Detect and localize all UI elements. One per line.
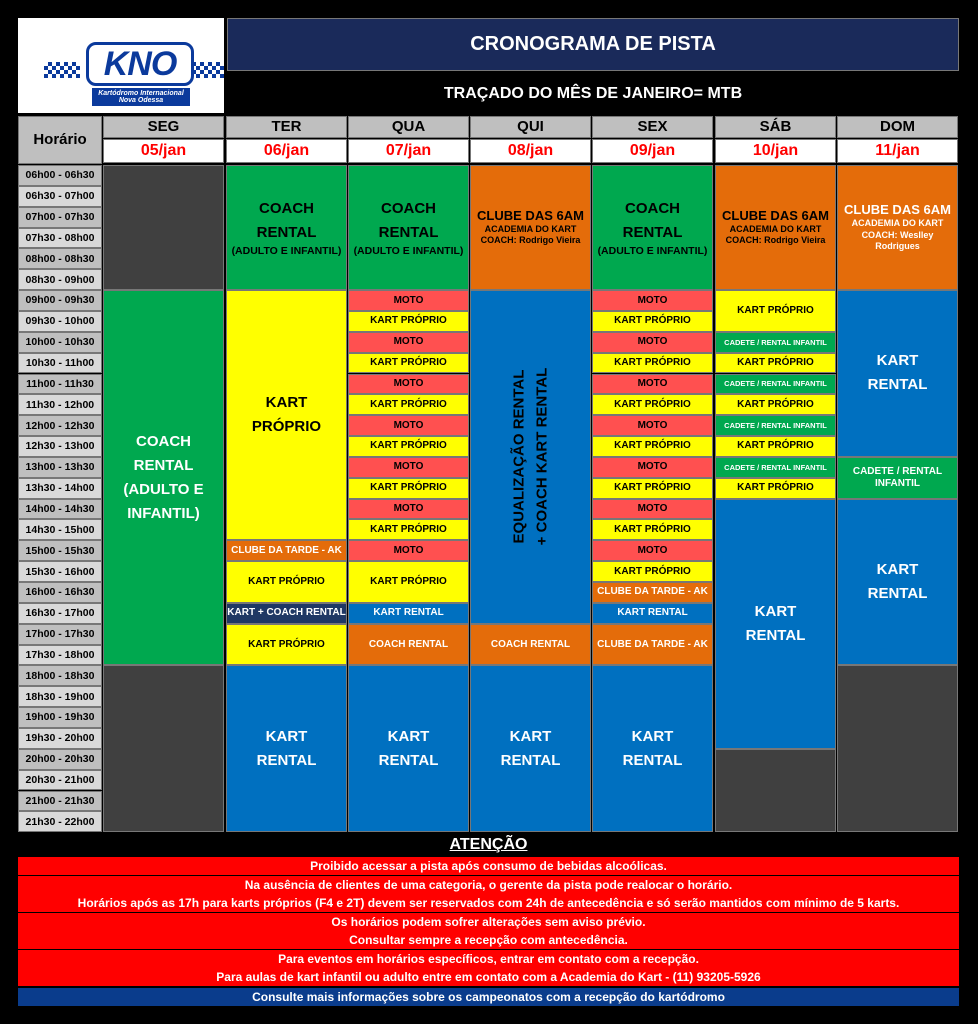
block-label: CADETE / RENTAL <box>852 465 943 477</box>
block-label: MOTO <box>393 544 424 556</box>
schedule-block <box>715 499 836 749</box>
block-label: KART <box>265 727 308 745</box>
time-slot: 10h00 - 10h30 <box>18 332 102 353</box>
day-date-5: 10/jan <box>715 139 836 163</box>
block-label: MOTO <box>393 461 424 473</box>
block-label: MOTO <box>393 503 424 515</box>
schedule-block <box>348 394 469 415</box>
footer-note: Consulte mais informações sobre os campeonatos com a recepção do kartódromo <box>18 988 959 1006</box>
logo-brand: KNO <box>86 42 194 86</box>
time-slot: 06h00 - 06h30 <box>18 165 102 186</box>
block-label: KART PRÓPRIO <box>614 398 691 410</box>
schedule-block <box>348 499 469 520</box>
block-label: KART PRÓPRIO <box>370 523 447 535</box>
block-label: KART PRÓPRIO <box>614 357 691 369</box>
schedule-block <box>592 311 713 332</box>
notice-line: Consultar sempre a recepção com antecedência. <box>18 931 959 949</box>
schedule-block <box>348 624 469 666</box>
schedule-block <box>592 478 713 499</box>
day-header-1: TER <box>226 116 347 138</box>
schedule-block <box>348 332 469 353</box>
block-label: KART PRÓPRIO <box>248 638 325 650</box>
block-sublabel: (ADULTO E INFANTIL) <box>597 244 708 257</box>
logo <box>18 18 224 113</box>
schedule-block <box>348 353 469 374</box>
time-slot: 13h00 - 13h30 <box>18 457 102 478</box>
block-label: COACH <box>259 199 314 217</box>
schedule-block <box>715 394 836 415</box>
schedule-block <box>103 165 224 290</box>
block-label: RENTAL <box>622 751 683 769</box>
block-label: KART PRÓPRIO <box>737 440 814 452</box>
schedule-block <box>715 457 836 478</box>
schedule-block <box>470 290 591 624</box>
time-slot: 12h00 - 12h30 <box>18 415 102 436</box>
schedule-block <box>837 665 958 832</box>
block-label: KART PRÓPRIO <box>614 565 691 577</box>
schedule-block <box>348 374 469 395</box>
time-slot: 14h30 - 15h00 <box>18 519 102 540</box>
block-label: KART RENTAL <box>373 607 444 619</box>
block-label: MOTO <box>637 377 668 389</box>
schedule-block <box>226 624 347 666</box>
schedule-block <box>470 165 591 290</box>
block-vertical-label <box>508 368 553 546</box>
block-label: KART PRÓPRIO <box>248 575 325 587</box>
time-slot: 21h30 - 22h00 <box>18 811 102 832</box>
schedule-block <box>348 519 469 540</box>
day-date-2: 07/jan <box>348 139 469 163</box>
checkered-flag-left-icon <box>44 62 80 78</box>
block-label: RENTAL <box>867 376 928 394</box>
schedule-block <box>837 457 958 499</box>
schedule-block <box>470 624 591 666</box>
block-label: (ADULTO E <box>123 480 204 498</box>
block-sublabel: ACADEMIA DO KART <box>729 223 822 234</box>
block-label: INFANTIL) <box>127 504 200 522</box>
schedule-block <box>226 665 347 832</box>
time-slot: 17h30 - 18h00 <box>18 645 102 666</box>
schedule-block <box>592 624 713 666</box>
block-sublabel: COACH: Rodrigo Vieira <box>725 235 826 246</box>
block-label: RENTAL <box>378 223 439 241</box>
block-sublabel: COACH: Weslley <box>861 229 934 240</box>
time-slot: 19h00 - 19h30 <box>18 707 102 728</box>
time-slot: 13h30 - 14h00 <box>18 478 102 499</box>
attention-title: ATENÇÃO <box>449 836 528 853</box>
block-label: KART PRÓPRIO <box>737 304 814 316</box>
day-header-0: SEG <box>103 116 224 138</box>
schedule-block <box>226 540 347 561</box>
schedule-block <box>348 540 469 561</box>
block-label: KART PRÓPRIO <box>737 357 814 369</box>
schedule-block <box>715 332 836 353</box>
block-label: COACH <box>381 199 436 217</box>
day-date-6: 11/jan <box>837 139 958 163</box>
schedule-block <box>592 561 713 582</box>
block-label: RENTAL <box>378 751 439 769</box>
time-slot: 19h30 - 20h00 <box>18 728 102 749</box>
schedule-block <box>837 165 958 290</box>
schedule-block <box>592 415 713 436</box>
time-slot: 16h00 - 16h30 <box>18 582 102 603</box>
schedule-block <box>592 457 713 478</box>
schedule-block <box>592 290 713 311</box>
block-label: CLUBE DA TARDE - AK <box>231 544 342 556</box>
time-slot: 06h30 - 07h00 <box>18 186 102 207</box>
time-slot: 11h00 - 11h30 <box>18 374 102 395</box>
time-slot: 21h00 - 21h30 <box>18 791 102 812</box>
schedule-block <box>348 436 469 457</box>
block-label: KART <box>509 727 552 745</box>
block-label: KART PRÓPRIO <box>614 440 691 452</box>
block-sublabel: (ADULTO E INFANTIL) <box>353 244 464 257</box>
time-slot: 09h30 - 10h00 <box>18 311 102 332</box>
page-title: CRONOGRAMA DE PISTA <box>227 18 959 71</box>
block-label: MOTO <box>637 419 668 431</box>
schedule-block <box>592 436 713 457</box>
block-label: CLUBE DAS 6AM <box>722 208 829 224</box>
block-label: CADETE / RENTAL INFANTIL <box>724 379 827 389</box>
schedule-block <box>837 499 958 666</box>
block-label: MOTO <box>637 294 668 306</box>
time-slot: 08h30 - 09h00 <box>18 269 102 290</box>
schedule-block <box>592 353 713 374</box>
block-label: MOTO <box>393 294 424 306</box>
block-label: RENTAL <box>867 584 928 602</box>
logo-caption-line1: Kartódromo Internacional <box>98 90 184 97</box>
notice-line: Na ausência de clientes de uma categoria, o gerente da pista pode realocar o horário. <box>18 876 959 894</box>
notice-line: Proibido acessar a pista após consumo de bebidas alcoólicas. <box>18 857 959 875</box>
block-label: MOTO <box>637 503 668 515</box>
block-label: KART PRÓPRIO <box>370 482 447 494</box>
block-label: MOTO <box>637 461 668 473</box>
time-slot: 20h30 - 21h00 <box>18 770 102 791</box>
block-label: MOTO <box>393 336 424 348</box>
day-date-1: 06/jan <box>226 139 347 163</box>
schedule-block <box>348 665 469 832</box>
vertical-line: + COACH KART RENTAL <box>532 368 550 546</box>
time-slot: 16h30 - 17h00 <box>18 603 102 624</box>
time-slot: 15h30 - 16h00 <box>18 561 102 582</box>
schedule-block <box>348 478 469 499</box>
schedule-block <box>715 353 836 374</box>
block-label: KART RENTAL <box>617 607 688 619</box>
day-header-3: QUI <box>470 116 591 138</box>
block-label: INFANTIL <box>875 477 920 489</box>
block-label: KART PRÓPRIO <box>370 357 447 369</box>
block-sublabel: (ADULTO E INFANTIL) <box>231 244 342 257</box>
schedule-block <box>348 165 469 290</box>
schedule-block <box>592 582 713 603</box>
block-label: CADETE / RENTAL INFANTIL <box>724 337 827 347</box>
notice-line: Para eventos em horários específicos, entrar em contato com a recepção. <box>18 950 959 968</box>
schedule-block <box>592 519 713 540</box>
schedule-block <box>348 290 469 311</box>
block-label: COACH RENTAL <box>490 638 571 650</box>
block-label: CLUBE DAS 6AM <box>844 202 951 218</box>
block-label: KART + COACH RENTAL <box>227 607 346 619</box>
block-label: MOTO <box>637 336 668 348</box>
schedule-block <box>592 499 713 520</box>
schedule-block <box>715 749 836 832</box>
logo-caption <box>92 88 190 106</box>
vertical-line: EQUALIZAÇÃO RENTAL <box>510 369 528 544</box>
day-date-3: 08/jan <box>470 139 591 163</box>
notice-line: Os horários podem sofrer alterações sem aviso prévio. <box>18 913 959 931</box>
day-header-4: SEX <box>592 116 713 138</box>
block-label: CLUBE DA TARDE - AK <box>597 586 708 598</box>
block-label: KART PRÓPRIO <box>737 482 814 494</box>
schedule-block <box>226 561 347 603</box>
block-label: KART <box>876 352 919 370</box>
logo-caption-line2: Nova Odessa <box>118 97 164 104</box>
block-label: RENTAL <box>256 751 317 769</box>
schedule-block <box>348 415 469 436</box>
day-date-0: 05/jan <box>103 139 224 163</box>
block-label: RENTAL <box>133 456 194 474</box>
day-header-5: SÁB <box>715 116 836 138</box>
time-slot: 12h30 - 13h00 <box>18 436 102 457</box>
block-sublabel: COACH: Rodrigo Vieira <box>480 235 581 246</box>
block-label: PRÓPRIO <box>251 418 322 436</box>
block-label: MOTO <box>637 544 668 556</box>
block-label: KART PRÓPRIO <box>370 398 447 410</box>
schedule-block <box>348 603 469 624</box>
block-label: CADETE / RENTAL INFANTIL <box>724 421 827 431</box>
block-label: RENTAL <box>500 751 561 769</box>
block-label: COACH <box>625 199 680 217</box>
day-date-4: 09/jan <box>592 139 713 163</box>
schedule-block <box>348 561 469 603</box>
schedule-block <box>592 332 713 353</box>
block-label: KART PRÓPRIO <box>370 575 447 587</box>
block-label: KART <box>754 602 797 620</box>
block-sublabel: ACADEMIA DO KART <box>484 223 577 234</box>
block-label: CLUBE DAS 6AM <box>477 208 584 224</box>
block-label: KART PRÓPRIO <box>370 315 447 327</box>
notice-line: Horários após as 17h para karts próprios (F4 e 2T) devem ser reservados com 24h de antecedência e só serão mantidos com mínimo de 5 karts. <box>18 894 959 912</box>
block-label: KART PRÓPRIO <box>614 482 691 494</box>
block-sublabel: ACADEMIA DO KART <box>851 217 944 228</box>
schedule-block <box>715 165 836 290</box>
schedule-block <box>348 311 469 332</box>
time-slot: 18h30 - 19h00 <box>18 686 102 707</box>
time-column-header: Horário <box>18 116 102 164</box>
block-label: KART <box>631 727 674 745</box>
schedule-block <box>715 415 836 436</box>
time-slot: 09h00 - 09h30 <box>18 290 102 311</box>
schedule-block <box>103 290 224 665</box>
time-slot: 18h00 - 18h30 <box>18 665 102 686</box>
schedule-block <box>715 374 836 395</box>
day-header-6: DOM <box>837 116 958 138</box>
schedule-block <box>103 665 224 832</box>
schedule-block <box>348 457 469 478</box>
block-label: KART <box>265 394 308 412</box>
time-slot: 08h00 - 08h30 <box>18 248 102 269</box>
notice-line: Para aulas de kart infantil ou adulto entre em contato com a Academia do Kart - (11) 93205-5926 <box>18 968 959 986</box>
time-slot: 20h00 - 20h30 <box>18 749 102 770</box>
time-slot: 07h30 - 08h00 <box>18 228 102 249</box>
schedule-block <box>592 165 713 290</box>
schedule-block <box>470 665 591 832</box>
schedule-block <box>226 603 347 624</box>
block-sublabel: Rodrigues <box>875 241 920 252</box>
schedule-block <box>715 436 836 457</box>
time-slot: 11h30 - 12h00 <box>18 394 102 415</box>
block-label: CLUBE DA TARDE - AK <box>597 638 708 650</box>
schedule-block <box>715 478 836 499</box>
block-label: KART <box>387 727 430 745</box>
block-label: KART PRÓPRIO <box>737 398 814 410</box>
block-label: KART PRÓPRIO <box>370 440 447 452</box>
time-slot: 10h30 - 11h00 <box>18 353 102 374</box>
schedule-block <box>592 665 713 832</box>
block-label: RENTAL <box>256 223 317 241</box>
block-label: RENTAL <box>745 626 806 644</box>
block-label: KART PRÓPRIO <box>614 523 691 535</box>
block-label: MOTO <box>393 419 424 431</box>
kno-logo-mark <box>66 34 196 104</box>
schedule-block <box>837 290 958 457</box>
time-slot: 14h00 - 14h30 <box>18 499 102 520</box>
block-label: KART PRÓPRIO <box>614 315 691 327</box>
block-label: RENTAL <box>622 223 683 241</box>
page-subtitle: TRAÇADO DO MÊS DE JANEIRO= MTB <box>227 73 959 115</box>
block-label: CADETE / RENTAL INFANTIL <box>724 462 827 472</box>
block-label: COACH RENTAL <box>368 638 449 650</box>
block-label: COACH <box>136 432 191 450</box>
schedule-block <box>226 165 347 290</box>
block-label: KART <box>876 560 919 578</box>
schedule-block <box>592 394 713 415</box>
day-header-2: QUA <box>348 116 469 138</box>
schedule-block <box>592 603 713 624</box>
time-slot: 17h00 - 17h30 <box>18 624 102 645</box>
schedule-block <box>592 374 713 395</box>
block-label: MOTO <box>393 377 424 389</box>
schedule-block <box>715 290 836 332</box>
time-slot: 15h00 - 15h30 <box>18 540 102 561</box>
time-slot: 07h00 - 07h30 <box>18 207 102 228</box>
schedule-block <box>226 290 347 540</box>
schedule-block <box>592 540 713 561</box>
